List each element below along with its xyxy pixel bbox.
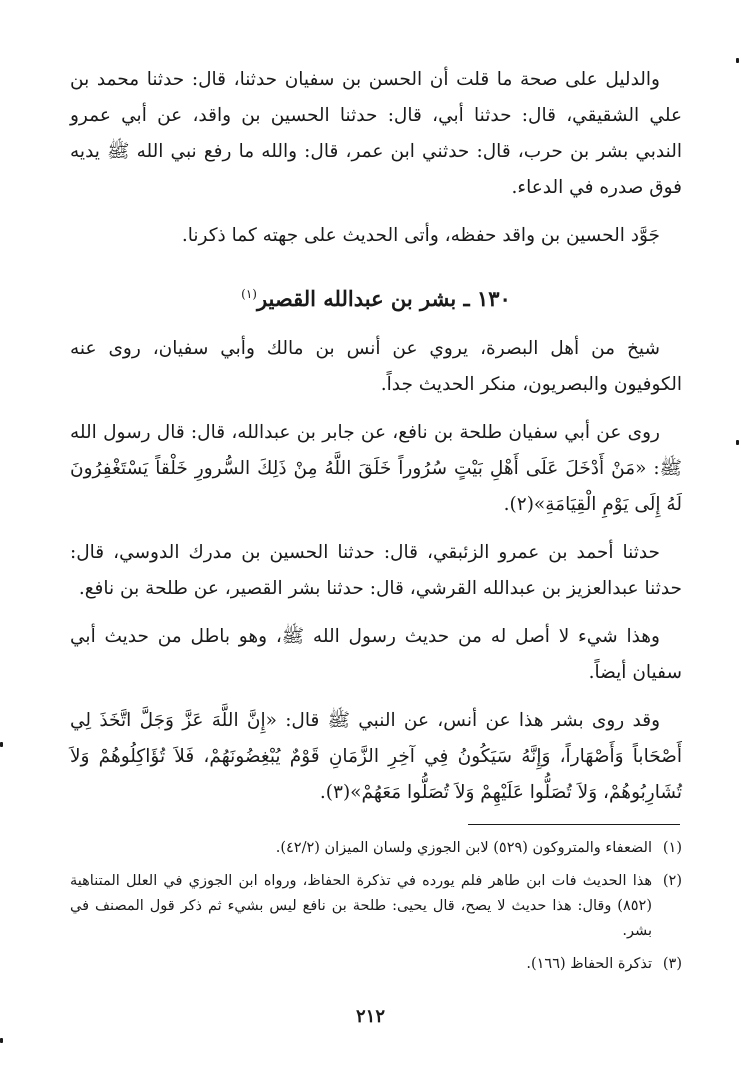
paragraph-text: جَوَّد الحسين بن واقد حفظه، وأتى الحديث على جهته كما ذكرنا. bbox=[181, 225, 660, 246]
paragraph bbox=[70, 703, 682, 811]
paragraph-text: شيخ من أهل البصرة، يروي عن أنس بن مالك وأبي سفيان، روى عنه الكوفيون والبصريون، منكر الحديث جداً. bbox=[70, 338, 682, 395]
footnote-number: (١) bbox=[662, 840, 682, 856]
footnote bbox=[70, 952, 682, 977]
page-number: ٢١٢ bbox=[355, 1006, 385, 1027]
paragraph-text: حدثنا أحمد بن عمرو الزئبقي، قال: حدثنا الحسين بن مدرك الدوسي، قال: حدثنا عبدالعزيز بن عبدالله القرشي، قال: حدثنا بشر القصير، عن طلحة بن نافع. bbox=[70, 542, 682, 599]
footnote-text: تذكرة الحفاظ (١٦٦). bbox=[526, 956, 652, 972]
heading-footnote-ref: (١) bbox=[241, 287, 257, 301]
footnote-text: هذا الحديث فات ابن طاهر فلم يورده في تذكرة الحفاظ، ورواه ابن الجوزي في العلل المتناهية (٨٥٢) وقال: هذا حديث لا يصح، قال يحيى: طلحة بن نافع ليس بشيء ثم ذكر قول المصنف في بشر. bbox=[70, 873, 652, 939]
paragraph bbox=[70, 619, 682, 691]
footnote bbox=[70, 836, 682, 861]
scan-edge-mark bbox=[736, 58, 739, 63]
footnote-number: (٢) bbox=[662, 873, 682, 889]
paragraph bbox=[70, 415, 682, 523]
paragraph bbox=[70, 331, 682, 403]
footnote bbox=[70, 869, 682, 944]
scan-edge-mark bbox=[736, 440, 739, 445]
footnotes bbox=[70, 836, 682, 985]
scan-edge-mark bbox=[0, 1038, 3, 1043]
paragraph bbox=[70, 218, 682, 254]
heading-title: ١٣٠ ـ بشر بن عبدالله القصير bbox=[256, 286, 511, 311]
section-heading bbox=[70, 276, 682, 317]
paragraph-text: والدليل على صحة ما قلت أن الحسن بن سفيان حدثنا، قال: حدثنا محمد بن علي الشقيقي، قال: حدثنا أبي، قال: حدثنا الحسين بن واقد، عن أبي عمرو الندبي بشر بن حرب، قال: حدثني ابن عمر، قال: والله ما رفع نبي الله ﷺ يديه فوق صدره في الدعاء. bbox=[70, 69, 682, 198]
footnote-text: الضعفاء والمتروكون (٥٢٩) لابن الجوزي ولسان الميزان (٤٢/٢). bbox=[275, 840, 652, 856]
paragraph bbox=[70, 62, 682, 206]
page-body bbox=[70, 62, 682, 823]
footnote-number: (٣) bbox=[662, 956, 682, 972]
paragraph-text: روى عن أبي سفيان طلحة بن نافع، عن جابر بن عبدالله، قال: قال رسول الله ﷺ: «مَنْ أَدْخَلَ عَلَى أَهْلِ بَيْتٍ سُرُوراً خَلَقَ اللَّهُ مِنْ ذَلِكَ السُّرورِ خَلْقاً يَسْتَغْفِرُونَ لَهُ إِلَى يَوْمِ الْقِيَامَةِ»(٢). bbox=[70, 422, 682, 515]
paragraph-text: وهذا شيء لا أصل له من حديث رسول الله ﷺ، وهو باطل من حديث أبي سفيان أيضاً. bbox=[70, 626, 682, 683]
paragraph bbox=[70, 535, 682, 607]
scan-edge-mark bbox=[0, 742, 3, 747]
footnote-divider bbox=[468, 824, 680, 825]
paragraph-text: وقد روى بشر هذا عن أنس، عن النبي ﷺ قال: «إِنَّ اللَّهَ عَزَّ وَجَلَّ اتَّخَذَ لِي أَصْحَاباً وَأَصْهَاراً، وَإِنَّهُ سَيَكُونُ فِي آخِرِ الزَّمَانِ قَوْمٌ يُبْغِضُونَهُمْ، فَلاَ تُؤَاكِلُوهُمْ وَلاَ تُشَارِبُوهُمْ، وَلاَ تُصَلُّوا عَلَيْهِمْ وَلاَ تُصَلُّوا مَعَهُمْ»(٣). bbox=[70, 710, 682, 803]
